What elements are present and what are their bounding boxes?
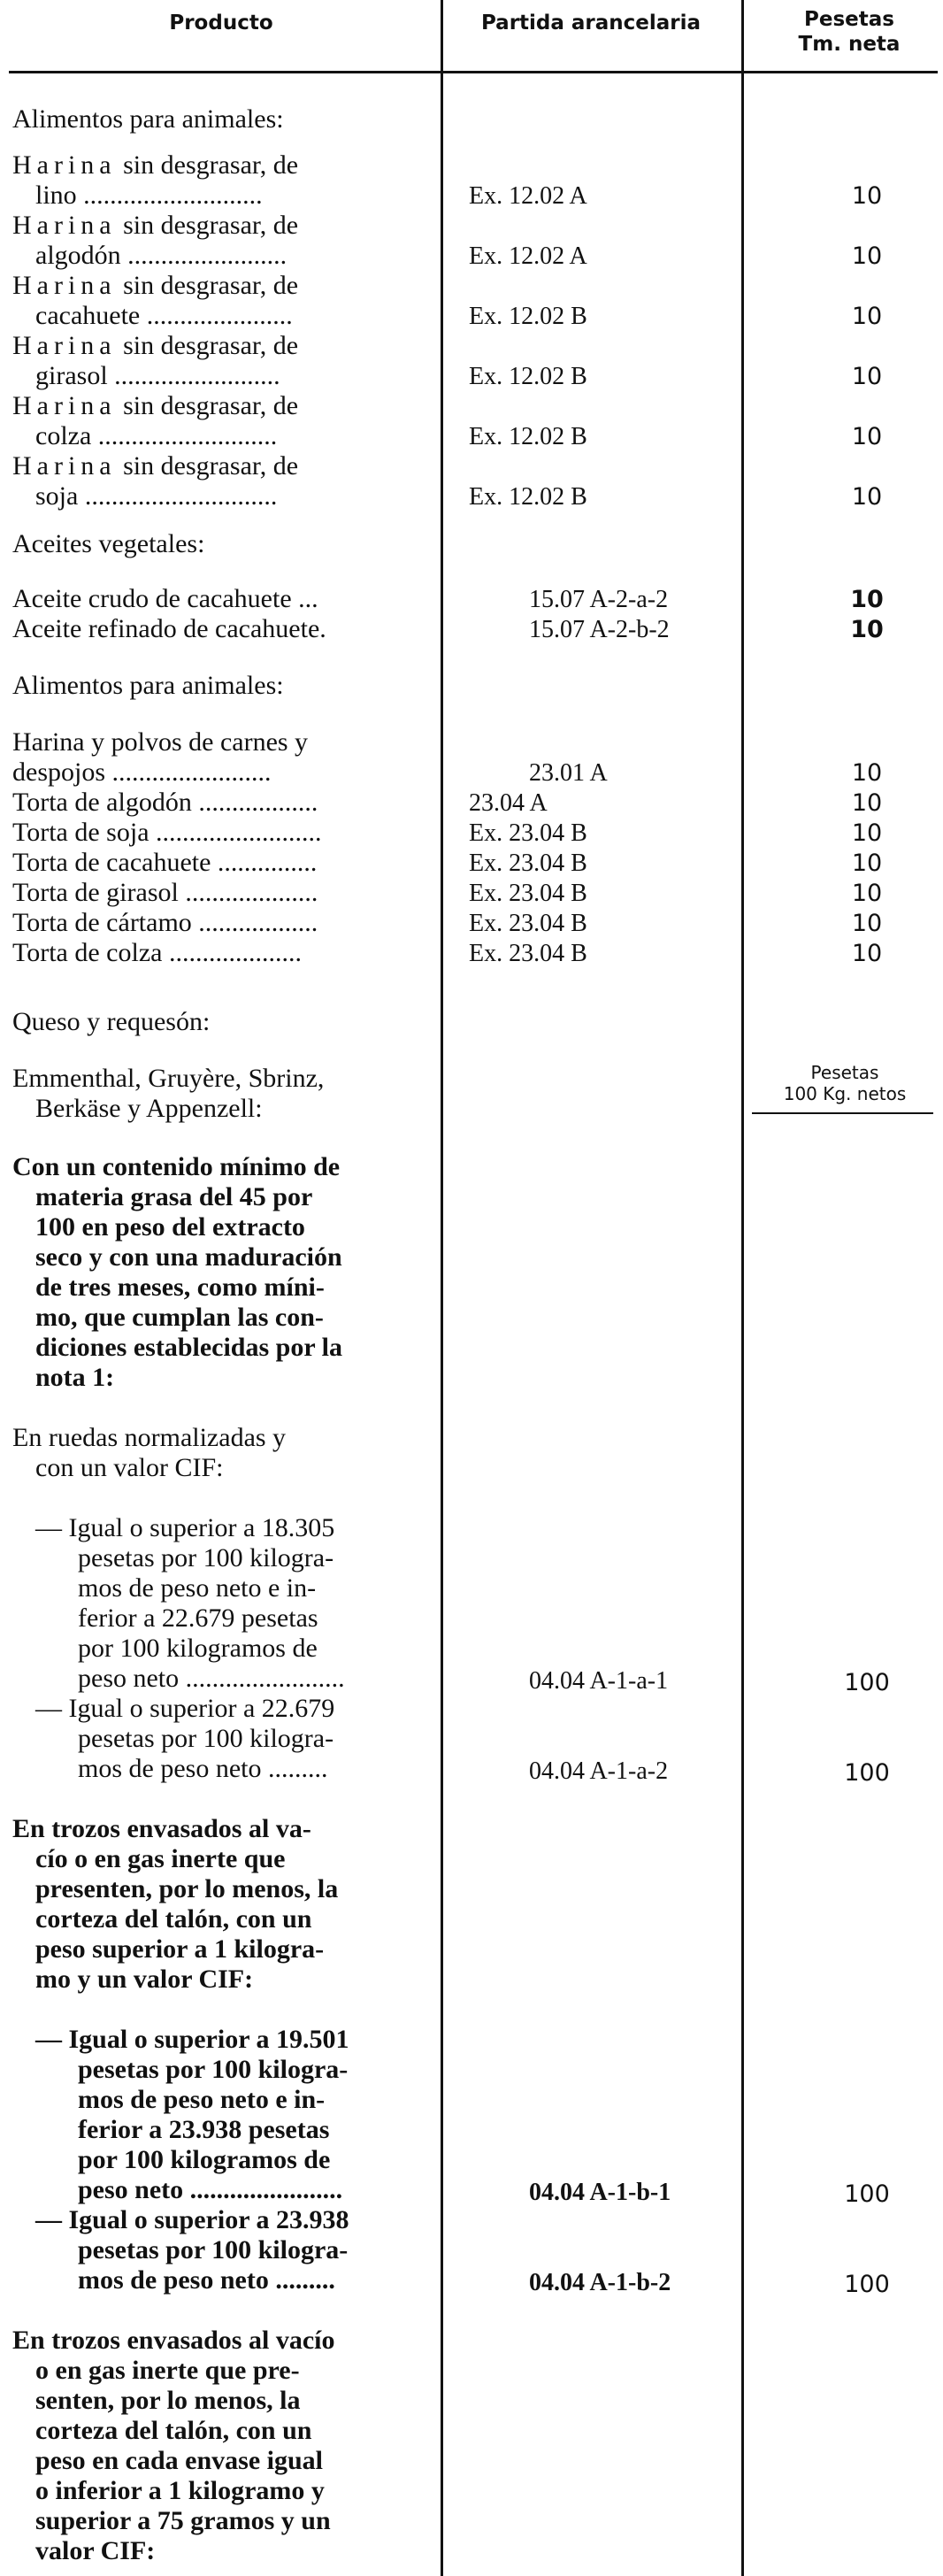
- trozos-valor: 100: [844, 2180, 890, 2208]
- harina-valor: 10: [851, 423, 883, 450]
- trozos2-line: corteza del talón, con un: [35, 2416, 312, 2445]
- emmenthal-line2: Berkäse y Appenzell:: [35, 1094, 263, 1123]
- header-producto: Producto: [169, 12, 273, 35]
- harina-word: Harina: [12, 391, 117, 420]
- torta-partida: Ex. 23.04 B: [469, 850, 587, 877]
- header-partida: Partida arancelaria: [480, 12, 702, 35]
- harina-partida: Ex. 12.02 B: [469, 363, 587, 390]
- contenido-line: nota 1:: [35, 1363, 115, 1392]
- trozos-line: presenten, por lo menos, la: [35, 1874, 339, 1903]
- aceite-row: Aceite crudo de cacahuete ...: [12, 584, 318, 613]
- harina-word: Harina: [12, 271, 117, 300]
- harina-desc: sin desgrasar, de: [116, 391, 299, 420]
- trozos-item-line: pesetas por 100 kilogra-: [78, 2235, 349, 2265]
- harina-desc: sin desgrasar, de: [116, 271, 299, 300]
- harina-carnes-partida: 23.01 A: [529, 759, 608, 787]
- trozos-partida: 04.04 A-1-b-1: [529, 2179, 671, 2206]
- ruedas-line: En ruedas normalizadas y: [12, 1423, 287, 1452]
- ruedas-item-line: por 100 kilogramos de: [78, 1634, 318, 1663]
- torta-row: Torta de girasol ....................: [12, 878, 318, 907]
- harina-partida: Ex. 12.02 B: [469, 423, 587, 450]
- harina-valor: 10: [851, 483, 883, 511]
- trozos-item-line: pesetas por 100 kilogra-: [78, 2055, 349, 2084]
- trozos-item-line: — Igual o superior a 19.501: [35, 2025, 349, 2054]
- harina-valor: 10: [851, 242, 883, 270]
- ruedas-line: con un valor CIF:: [35, 1453, 224, 1482]
- harina-carnes-line2: despojos ........................: [12, 757, 272, 787]
- harina-row-line1: [12, 211, 298, 241]
- ruedas-item-line: peso neto ........................: [78, 1664, 345, 1693]
- contenido-line: de tres meses, como míni-: [35, 1273, 325, 1302]
- harina-row-line1: [12, 331, 298, 361]
- section-alimentos-animales: Alimentos para animales:: [12, 104, 284, 134]
- torta-partida: Ex. 23.04 B: [469, 910, 587, 937]
- trozos-item-line: ferior a 23.938 pesetas: [78, 2115, 330, 2144]
- trozos-line: En trozos envasados al va-: [12, 1814, 311, 1843]
- trozos2-line: valor CIF:: [35, 2536, 156, 2565]
- harina-row-line1: [12, 391, 298, 421]
- section-alimentos-animales-2: Alimentos para animales:: [12, 671, 284, 700]
- trozos2-line: En trozos envasados al vacío: [12, 2326, 335, 2355]
- torta-valor: 10: [851, 819, 883, 847]
- trozos-valor: 100: [844, 2271, 890, 2298]
- ruedas-valor: 100: [844, 1669, 890, 1696]
- contenido-line: materia grasa del 45 por: [35, 1182, 313, 1211]
- trozos2-line: superior a 75 gramos y un: [35, 2506, 331, 2535]
- harina-partida: Ex. 12.02 A: [469, 182, 587, 210]
- harina-desc: sin desgrasar, de: [116, 331, 299, 360]
- torta-row: Torta de cártamo ..................: [12, 908, 318, 937]
- torta-partida: Ex. 23.04 B: [469, 880, 587, 907]
- ruedas-item-line: pesetas por 100 kilogra-: [78, 1724, 334, 1753]
- harina-desc: sin desgrasar, de: [116, 451, 299, 481]
- harina-desc: sin desgrasar, de: [116, 211, 299, 240]
- contenido-line: diciones establecidas por la: [35, 1333, 342, 1362]
- trozos-line: peso superior a 1 kilogra-: [35, 1934, 325, 1964]
- aceite-valor: 10: [850, 586, 884, 613]
- harina-row-line2: lino ...........................: [35, 181, 263, 210]
- harina-partida: Ex. 12.02 A: [469, 242, 587, 270]
- ruedas-item-line: — Igual o superior a 22.679: [35, 1694, 335, 1723]
- harina-carnes-valor: 10: [851, 759, 883, 787]
- trozos-item-line: por 100 kilogramos de: [78, 2145, 331, 2174]
- trozos2-line: peso en cada envase igual: [35, 2446, 324, 2475]
- harina-row-line1: [12, 150, 298, 181]
- harina-valor: 10: [851, 363, 883, 390]
- torta-valor: 10: [851, 910, 883, 937]
- aceite-partida: 15.07 A-2-a-2: [529, 586, 669, 613]
- harina-partida: Ex. 12.02 B: [469, 483, 587, 511]
- emmenthal-line1: Emmenthal, Gruyère, Sbrinz,: [12, 1064, 325, 1093]
- harina-row-line2: girasol .........................: [35, 361, 280, 390]
- contenido-line: 100 en peso del extracto: [35, 1212, 305, 1242]
- trozos-line: cío o en gas inerte que: [35, 1844, 286, 1873]
- trozos2-line: o inferior a 1 kilogramo y: [35, 2476, 325, 2505]
- harina-word: Harina: [12, 150, 117, 180]
- contenido-line: seco y con una maduración: [35, 1242, 342, 1272]
- torta-row: Torta de soja .........................: [12, 818, 322, 847]
- contenido-line: Con un contenido mínimo de: [12, 1152, 341, 1181]
- harina-desc: sin desgrasar, de: [116, 150, 299, 180]
- torta-row: Torta de cacahuete ...............: [12, 848, 318, 877]
- harina-row-line2: algodón ........................: [35, 241, 288, 270]
- ruedas-partida: 04.04 A-1-a-2: [529, 1757, 669, 1785]
- harina-valor: 10: [851, 303, 883, 330]
- harina-valor: 10: [851, 182, 883, 210]
- ruedas-item-line: mos de peso neto e in-: [78, 1573, 317, 1603]
- trozos-line: mo y un valor CIF:: [35, 1965, 254, 1994]
- subheader-pesetas: Pesetas: [810, 1062, 879, 1083]
- header-rule: [9, 71, 938, 73]
- harina-row-line2: colza ...........................: [35, 421, 278, 450]
- trozos2-line: o en gas inerte que pre-: [35, 2356, 300, 2385]
- harina-row-line1: [12, 451, 298, 481]
- section-aceites-vegetales: Aceites vegetales:: [12, 529, 205, 558]
- torta-valor: 10: [851, 940, 883, 967]
- aceite-row: Aceite refinado de cacahuete.: [12, 614, 326, 643]
- column-divider-left: [441, 0, 443, 2576]
- trozos-line: corteza del talón, con un: [35, 1904, 312, 1934]
- header-pesetas: Pesetas: [804, 8, 894, 31]
- harina-word: Harina: [12, 451, 117, 481]
- trozos2-line: senten, por lo menos, la: [35, 2386, 301, 2415]
- torta-partida: Ex. 23.04 B: [469, 940, 587, 967]
- trozos-item-line: mos de peso neto e in-: [78, 2085, 326, 2114]
- harina-carnes-line1: Harina y polvos de carnes y: [12, 727, 309, 757]
- aceite-partida: 15.07 A-2-b-2: [529, 616, 670, 643]
- torta-partida: Ex. 23.04 B: [469, 819, 587, 847]
- harina-row-line2: cacahuete ......................: [35, 301, 293, 330]
- trozos-item-line: mos de peso neto .........: [78, 2265, 335, 2295]
- aceite-valor: 10: [850, 616, 884, 643]
- subheader-rule: [752, 1112, 933, 1114]
- ruedas-valor: 100: [844, 1759, 890, 1787]
- trozos-item-line: — Igual o superior a 23.938: [35, 2205, 349, 2234]
- ruedas-partida: 04.04 A-1-a-1: [529, 1667, 669, 1695]
- subheader-kg-netos: 100 Kg. netos: [783, 1083, 907, 1104]
- torta-valor: 10: [851, 880, 883, 907]
- torta-row: Torta de algodón ..................: [12, 788, 318, 817]
- harina-row-line2: soja .............................: [35, 481, 278, 511]
- torta-row: Torta de colza ....................: [12, 938, 302, 967]
- torta-valor: 10: [851, 789, 883, 817]
- torta-partida: 23.04 A: [469, 789, 548, 817]
- torta-valor: 10: [851, 850, 883, 877]
- trozos-item-line: peso neto .......................: [78, 2175, 343, 2204]
- harina-partida: Ex. 12.02 B: [469, 303, 587, 330]
- trozos-partida: 04.04 A-1-b-2: [529, 2269, 671, 2296]
- ruedas-item-line: — Igual o superior a 18.305: [35, 1513, 335, 1542]
- ruedas-item-line: mos de peso neto .........: [78, 1754, 328, 1783]
- section-queso: Queso y requesón:: [12, 1007, 211, 1036]
- harina-word: Harina: [12, 211, 117, 240]
- harina-row-line1: [12, 271, 298, 301]
- column-divider-right: [741, 0, 744, 2576]
- harina-word: Harina: [12, 331, 117, 360]
- contenido-line: mo, que cumplan las con-: [35, 1303, 324, 1332]
- ruedas-item-line: ferior a 22.679 pesetas: [78, 1603, 318, 1633]
- header-tm-neta: Tm. neta: [798, 33, 901, 56]
- ruedas-item-line: pesetas por 100 kilogra-: [78, 1543, 334, 1573]
